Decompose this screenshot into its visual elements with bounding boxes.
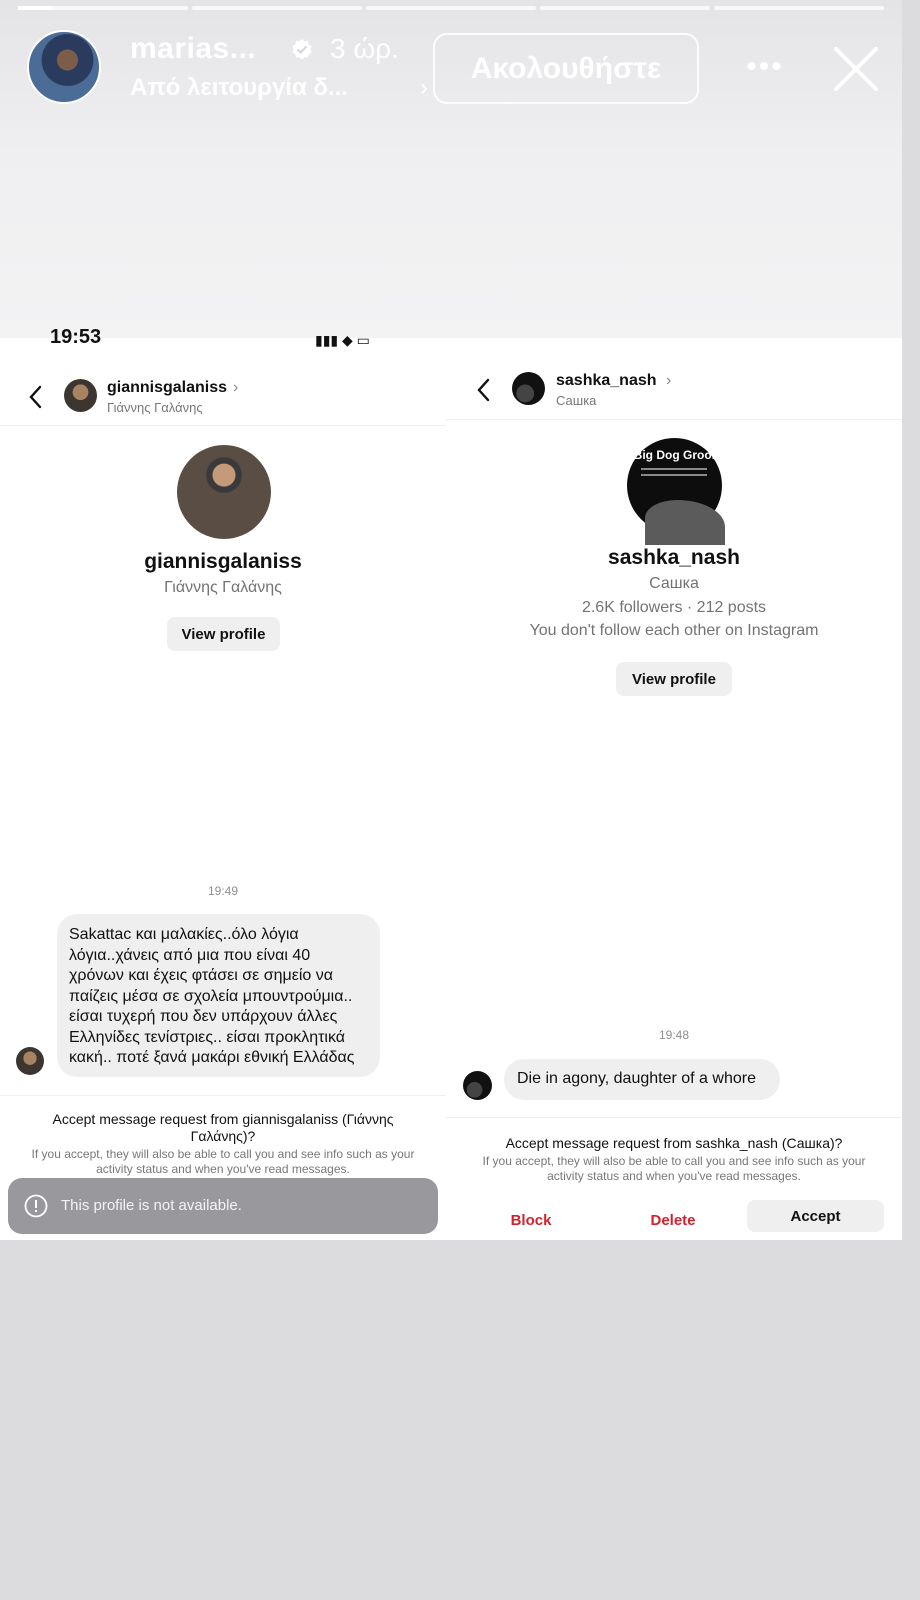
message-line: είσαι τυχερή που δεν υπάρχουν άλλες xyxy=(69,1008,338,1025)
right-chat-screenshot xyxy=(446,338,902,1240)
sender-avatar[interactable] xyxy=(16,1047,44,1075)
sender-avatar[interactable] xyxy=(463,1071,492,1100)
story-username[interactable]: marias... xyxy=(130,32,257,65)
verified-badge-icon xyxy=(290,38,314,62)
follow-button[interactable]: Ακολουθήστε xyxy=(433,33,699,104)
story-time: 3 ώρ. xyxy=(330,33,399,64)
profile-username: giannisgalaniss xyxy=(144,550,302,573)
view-profile-button[interactable]: View profile xyxy=(616,662,732,696)
follow-relationship-note: You don't follow each other on Instagram xyxy=(529,622,819,639)
chevron-right-icon[interactable]: › xyxy=(233,379,239,396)
request-description: If you accept, they will also be able to call you and see info such as your activity status and when you've read messages. xyxy=(482,1154,866,1183)
back-arrow-icon[interactable] xyxy=(26,383,46,411)
delete-button[interactable]: Delete xyxy=(628,1204,718,1236)
chat-header-username[interactable]: giannisgalaniss xyxy=(107,379,228,396)
story-progress xyxy=(18,6,884,10)
chevron-right-icon[interactable]: › xyxy=(420,74,428,101)
story-source-label[interactable]: Από λειτουργία δ... xyxy=(130,74,348,101)
header-divider xyxy=(0,425,446,426)
message-line: Ελληνίδες τενίστριες.. είσαι προκλητικά xyxy=(69,1028,346,1046)
profile-avatar[interactable] xyxy=(177,445,271,539)
progress-segment xyxy=(540,6,710,10)
close-icon[interactable] xyxy=(832,45,880,93)
message-line: Sakattac και μαλακίες..όλο λόγια xyxy=(69,926,299,943)
story-header-area xyxy=(0,0,902,338)
profile-stats: 2.6K followers · 212 posts xyxy=(581,599,767,616)
block-button[interactable]: Block xyxy=(486,1204,576,1236)
chat-header-realname: Γιάννης Γαλάνης xyxy=(107,400,203,415)
message-timestamp: 19:48 xyxy=(658,1028,690,1042)
message-line: χρόνων και έχεις φτάσει σε σημείο να xyxy=(69,967,333,984)
toast-text: This profile is not available. xyxy=(61,1197,242,1214)
profile-realname: Γιάννης Γαλάνης xyxy=(164,579,282,596)
message-line: κακή.. ποτέ ξανά μακάρι εθνική Ελλάδας xyxy=(69,1049,355,1066)
progress-segment xyxy=(18,6,188,10)
progress-segment xyxy=(714,6,884,10)
request-divider xyxy=(0,1095,446,1096)
avatar-dog-silhouette xyxy=(645,500,725,545)
progress-segment xyxy=(192,6,362,10)
message-bubble[interactable]: Die in agony, daughter of a whore xyxy=(504,1059,780,1100)
message-timestamp: 19:49 xyxy=(207,884,239,898)
story-avatar[interactable] xyxy=(27,30,101,104)
header-avatar[interactable] xyxy=(512,372,545,405)
profile-avatar[interactable] xyxy=(627,438,722,533)
statusbar-time: 19:53 xyxy=(50,326,102,348)
profile-realname: Сашка xyxy=(649,575,699,592)
statusbar-icons: ▮▮▮ ◆ ▭ xyxy=(315,332,370,348)
accept-button[interactable]: Accept xyxy=(747,1200,884,1232)
message-line: παίζεις μέσα σε σχολεία μπουντρούμια.. xyxy=(69,987,353,1005)
profile-username: sashka_nash xyxy=(608,546,740,569)
request-description: If you accept, they will also be able to call you and see info such as your activity status and when you've read messages. xyxy=(31,1147,415,1176)
toast-notification xyxy=(8,1178,438,1234)
request-title: Accept message request from giannisgalaniss (Γιάννης Γαλάνης)? xyxy=(52,1111,394,1144)
avatar-text-lines xyxy=(641,474,707,476)
chevron-right-icon[interactable]: › xyxy=(666,372,672,389)
chat-header-realname: Сашка xyxy=(556,393,597,408)
avatar-brand-text: Big Dog Groom xyxy=(633,448,723,462)
alert-circle-icon xyxy=(24,1194,48,1218)
back-arrow-icon[interactable] xyxy=(474,376,494,404)
request-title: Accept message request from sashka_nash (Сашка)? xyxy=(505,1135,843,1151)
avatar-text-lines xyxy=(641,468,707,470)
left-chat-screenshot xyxy=(0,326,446,1240)
more-options-icon[interactable]: ••• xyxy=(746,50,784,83)
progress-segment xyxy=(366,6,536,10)
message-line: λόγια..χάνεις από μια που είναι 40 xyxy=(69,946,311,964)
header-divider xyxy=(446,419,902,420)
chat-header-username[interactable]: sashka_nash xyxy=(556,372,657,389)
request-divider xyxy=(446,1117,902,1118)
view-profile-button[interactable]: View profile xyxy=(167,617,280,651)
header-avatar[interactable] xyxy=(64,379,97,412)
message-bubble[interactable] xyxy=(57,914,380,1077)
progress-fill xyxy=(18,6,52,10)
